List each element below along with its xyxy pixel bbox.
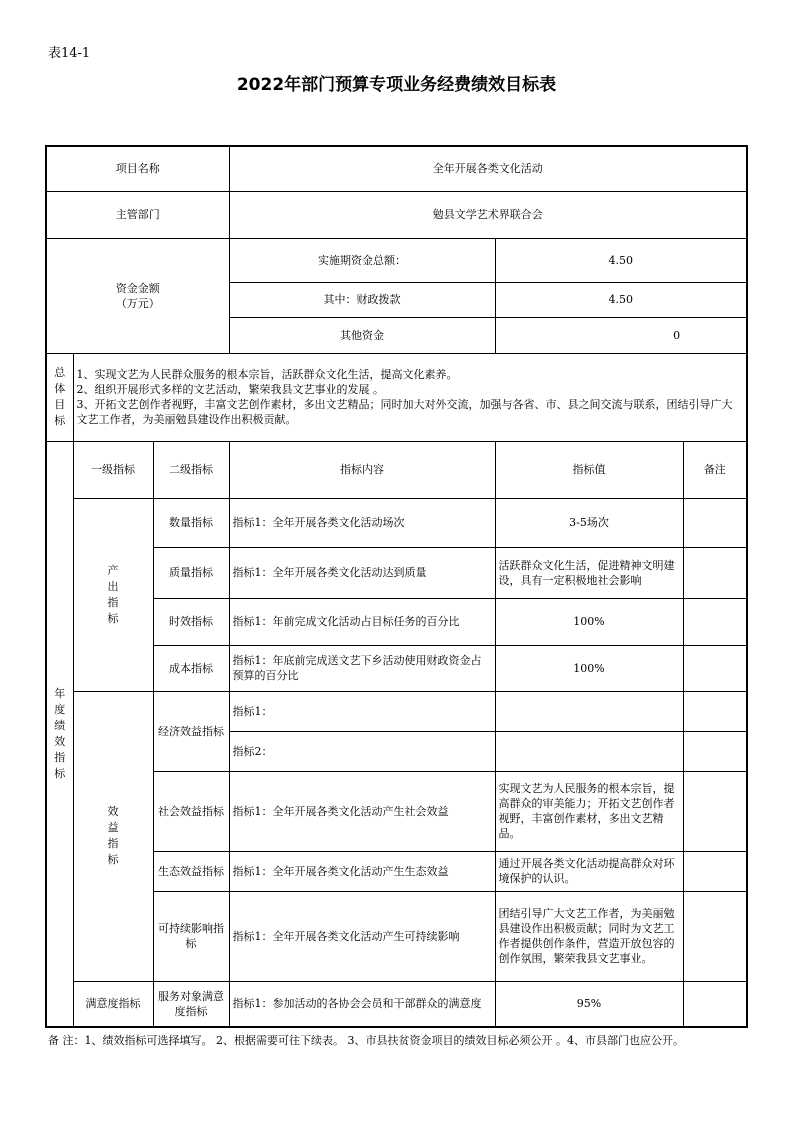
- department-label: 主管部门: [46, 191, 229, 238]
- benefit-label: [73, 691, 153, 981]
- value-cell: 95%: [495, 981, 683, 1027]
- level2-cell: 社会效益指标: [153, 771, 229, 851]
- goal-text: [73, 353, 747, 441]
- level2-cell: 数量指标: [153, 498, 229, 547]
- remark-cell: [683, 498, 747, 547]
- value-cell: 通过开展各类文化活动提高群众对环境保护的认识。: [495, 851, 683, 891]
- goal-line: 3、开拓文艺创作者视野，丰富文艺创作素材，多出文艺精品；同时加大对外交流，加强与各省、市、县之间交流与联系，团结引导广大文艺工作者，为美丽勉县建设作出积极贡献。: [76, 398, 733, 426]
- department-value: 勉县文学艺术界联合会: [229, 191, 747, 238]
- satisfaction-label: 满意度指标: [73, 981, 153, 1027]
- table-row: [46, 691, 747, 731]
- value-cell: [495, 731, 683, 771]
- content-cell: 指标1：全年开展各类文化活动产生生态效益: [229, 851, 495, 891]
- fund-fiscal-value: 4.50: [495, 282, 747, 317]
- level2-cell: 生态效益指标: [153, 851, 229, 891]
- value-cell: 实现文艺为人民服务的根本宗旨，提高群众的审美能力；开拓文艺创作者视野，丰富创作素材，多出文艺精品。: [495, 771, 683, 851]
- value-cell: 团结引导广大文艺工作者，为美丽勉县建设作出积极贡献；同时为文艺工作者提供创作条件，营造开放包容的创作氛围，繁荣我县文艺事业。: [495, 891, 683, 981]
- page-title: 2022年部门预算专项业务经费绩效目标表: [236, 75, 557, 95]
- remark-cell: [683, 691, 747, 731]
- remark-cell: [683, 598, 747, 645]
- value-cell: 活跃群众文化生活，促进精神文明建设，具有一定积极地社会影响: [495, 547, 683, 598]
- header-remark: 备注: [683, 441, 747, 498]
- performance-table: [45, 145, 748, 1028]
- output-label-text: 产出指标: [107, 563, 119, 625]
- level2-cell: 经济效益指标: [153, 691, 229, 771]
- content-cell: 指标1：全年开展各类文化活动产生可持续影响: [229, 891, 495, 981]
- fund-other-value: 0: [495, 317, 747, 353]
- funds-label: [46, 238, 229, 353]
- header-level1: 一级指标: [73, 441, 153, 498]
- content-cell: 指标1：年底前完成送文艺下乡活动使用财政资金占预算的百分比: [229, 645, 495, 691]
- goal-label-text: 总体目标: [54, 366, 66, 427]
- goal-line: 2、组织开展形式多样的文艺活动，繁荣我县文艺事业的发展 。: [76, 383, 384, 396]
- fund-fiscal-label: 其中：财政拨款: [229, 282, 495, 317]
- table-row: [46, 498, 747, 547]
- content-cell: 指标1：全年开展各类文化活动产生社会效益: [229, 771, 495, 851]
- funds-unit: （万元）: [115, 296, 160, 310]
- footnote: 备 注：1、绩效指标可选择填写。 2、根据需要可往下续表。 3、市县扶贫资金项目的绩效目标必须公开 。4、市县部门也应公开。: [48, 1034, 684, 1047]
- remark-cell: [683, 981, 747, 1027]
- level2-cell: 时效指标: [153, 598, 229, 645]
- remark-cell: [683, 851, 747, 891]
- benefit-label-text: 效益指标: [107, 805, 119, 866]
- remark-cell: [683, 771, 747, 851]
- remark-cell: [683, 547, 747, 598]
- value-cell: 100%: [495, 598, 683, 645]
- value-cell: 100%: [495, 645, 683, 691]
- fund-total-value: 4.50: [495, 238, 747, 282]
- header-value: 指标值: [495, 441, 683, 498]
- remark-cell: [683, 645, 747, 691]
- value-cell: 3-5场次: [495, 498, 683, 547]
- level2-cell: 质量指标: [153, 547, 229, 598]
- content-cell: 指标1：全年开展各类文化活动场次: [229, 498, 495, 547]
- table-row: [46, 981, 747, 1027]
- content-cell: 指标1：全年开展各类文化活动达到质量: [229, 547, 495, 598]
- level2-cell: 可持续影响指标: [153, 891, 229, 981]
- remark-cell: [683, 731, 747, 771]
- fund-other-label: 其他资金: [229, 317, 495, 353]
- header-level2: 二级指标: [153, 441, 229, 498]
- goal-label: [46, 353, 73, 441]
- section-label-text: 年度绩效指标: [54, 686, 66, 780]
- content-cell: 指标1：: [229, 691, 495, 731]
- project-value: 全年开展各类文化活动: [229, 146, 747, 191]
- level2-cell: 成本指标: [153, 645, 229, 691]
- output-label: [73, 498, 153, 691]
- content-cell: 指标2：: [229, 731, 495, 771]
- content-cell: 指标1：参加活动的各协会会员和干部群众的满意度: [229, 981, 495, 1027]
- project-label: 项目名称: [46, 146, 229, 191]
- fund-total-label: 实施期资金总额：: [229, 238, 495, 282]
- value-cell: [495, 691, 683, 731]
- level2-cell: 服务对象满意度指标: [153, 981, 229, 1027]
- doc-code: 表14-1: [48, 46, 91, 61]
- funds-label-text: 资金金额: [115, 281, 160, 295]
- header-content: 指标内容: [229, 441, 495, 498]
- remark-cell: [683, 891, 747, 981]
- content-cell: 指标1：年前完成文化活动占目标任务的百分比: [229, 598, 495, 645]
- indicators-section-label: [46, 441, 73, 1027]
- goal-line: 1、实现文艺为人民群众服务的根本宗旨，活跃群众文化生活，提高文化素养。: [76, 368, 458, 381]
